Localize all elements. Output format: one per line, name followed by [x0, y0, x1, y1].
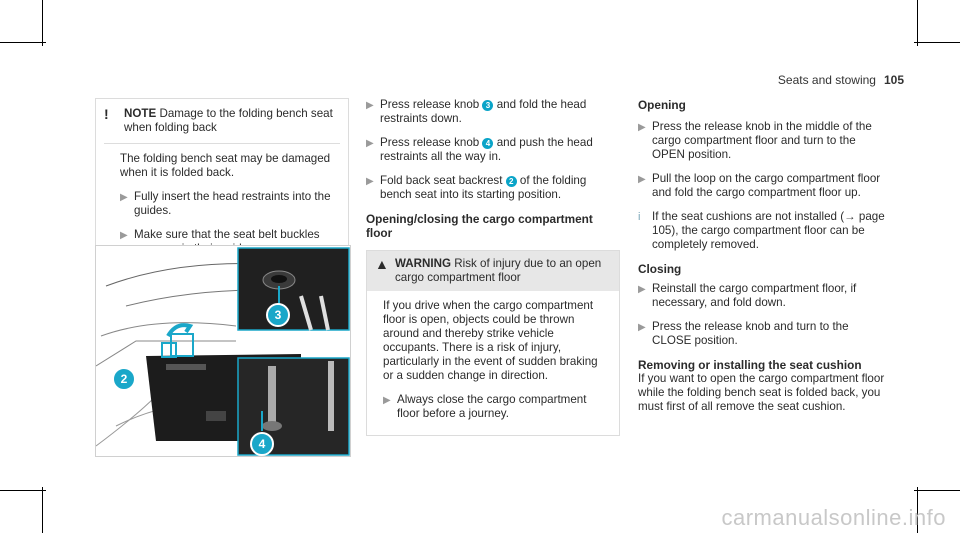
- info-note: i If the seat cushions are not installed (→ page 105), the cargo compartment floor can be completely removed.: [638, 210, 885, 251]
- opening-heading: Opening: [638, 98, 686, 112]
- note-title: Damage to the folding bench seat when folding back: [124, 107, 333, 134]
- arrow-icon: ▶: [120, 192, 128, 203]
- list-item: ▶ Press the release knob and turn to the CLOSE position.: [638, 320, 849, 347]
- crop-mark: [914, 490, 960, 491]
- watermark: carmanualsonline.info: [721, 505, 946, 530]
- warning-body: If you drive when the cargo compartment floor is open, objects could be thrown around and thereby strike vehicle occupants. There is a risk of injury, particularly in the event of sudden braking or a sudden change in direction.: [383, 299, 598, 382]
- warning-header: [367, 251, 619, 291]
- column-middle: [366, 98, 620, 436]
- list-item: ▶ Make sure that the seat belt buckles: [120, 228, 340, 256]
- arrow-icon: ▶: [638, 322, 646, 333]
- crop-mark: [42, 487, 43, 533]
- arrow-icon: ▶: [638, 122, 646, 133]
- callout-2: 2: [112, 367, 136, 391]
- list-item: ▶ Fold back seat backrest 2 of the folding bench seat into its starting position.: [366, 174, 587, 201]
- crop-mark: [0, 42, 46, 43]
- callout-2-inline: 2: [506, 176, 517, 187]
- removing-text: If you want to open the cargo compartment floor while the folding bench seat is folded back, you must first of all remove the seat cushion.: [638, 372, 885, 413]
- list-item: ▶ Pull the loop on the cargo compartment floor and fold the cargo compartment floor up.: [638, 172, 881, 199]
- list-item: ▶ Fully insert the head restraints into the guides.: [120, 190, 331, 217]
- column-left: [95, 98, 349, 265]
- warning-label: WARNING: [395, 257, 452, 270]
- callout-3: 3: [266, 303, 290, 327]
- callout-3-inline: 3: [482, 100, 493, 111]
- crop-mark: [0, 490, 46, 491]
- callout-4-inline: 4: [482, 138, 493, 149]
- list-item: ▶ Reinstall the cargo compartment floor, if necessary, and fold down.: [638, 282, 857, 309]
- exclamation-icon: !: [104, 106, 109, 122]
- callout-4: 4: [250, 432, 274, 456]
- crop-mark: [914, 42, 960, 43]
- note-header: [96, 99, 348, 139]
- warning-box: [366, 250, 620, 436]
- arrow-icon: ▶: [638, 284, 646, 295]
- info-icon: i: [638, 211, 641, 223]
- warning-title: Risk of injury due to an open cargo compartment floor: [395, 257, 602, 284]
- warning-triangle-icon: ▲: [375, 256, 389, 272]
- arrow-icon: ▶: [383, 395, 391, 406]
- removing-heading: Removing or installing the seat cushion: [638, 358, 862, 372]
- arrow-icon: ▶: [366, 100, 374, 111]
- note-box: [95, 98, 349, 265]
- arrow-icon: ▶: [366, 138, 374, 149]
- figure-illustration: [96, 246, 350, 456]
- list-item: ▶ Press release knob 4 and push the head restraints all the way in.: [366, 136, 593, 163]
- page-number: 105: [883, 73, 904, 87]
- closing-heading: Closing: [638, 262, 682, 276]
- crop-mark: [42, 0, 43, 46]
- crop-mark: [917, 0, 918, 46]
- arrow-icon: ▶: [120, 230, 128, 241]
- list-item: ▶ Press release knob 3 and fold the head restraints down.: [366, 98, 587, 125]
- note-body: The folding bench seat may be damaged when it is folded back.: [120, 152, 331, 179]
- arrow-icon: ▶: [366, 176, 374, 187]
- column-right: [638, 98, 888, 424]
- figure-folding-bench-seat: [95, 245, 351, 457]
- section-heading: Opening/closing the cargo compartment floor: [366, 212, 593, 240]
- page-header: [778, 73, 904, 87]
- section-title: Seats and stowing: [777, 73, 876, 87]
- arrow-icon: ▶: [638, 174, 646, 185]
- list-item: ▶ Always close the cargo compartment floor before a journey.: [383, 393, 587, 420]
- list-item: ▶ Press the release knob in the middle of the cargo compartment floor and turn to the OPEN position.: [638, 120, 872, 161]
- note-label: NOTE: [124, 107, 157, 120]
